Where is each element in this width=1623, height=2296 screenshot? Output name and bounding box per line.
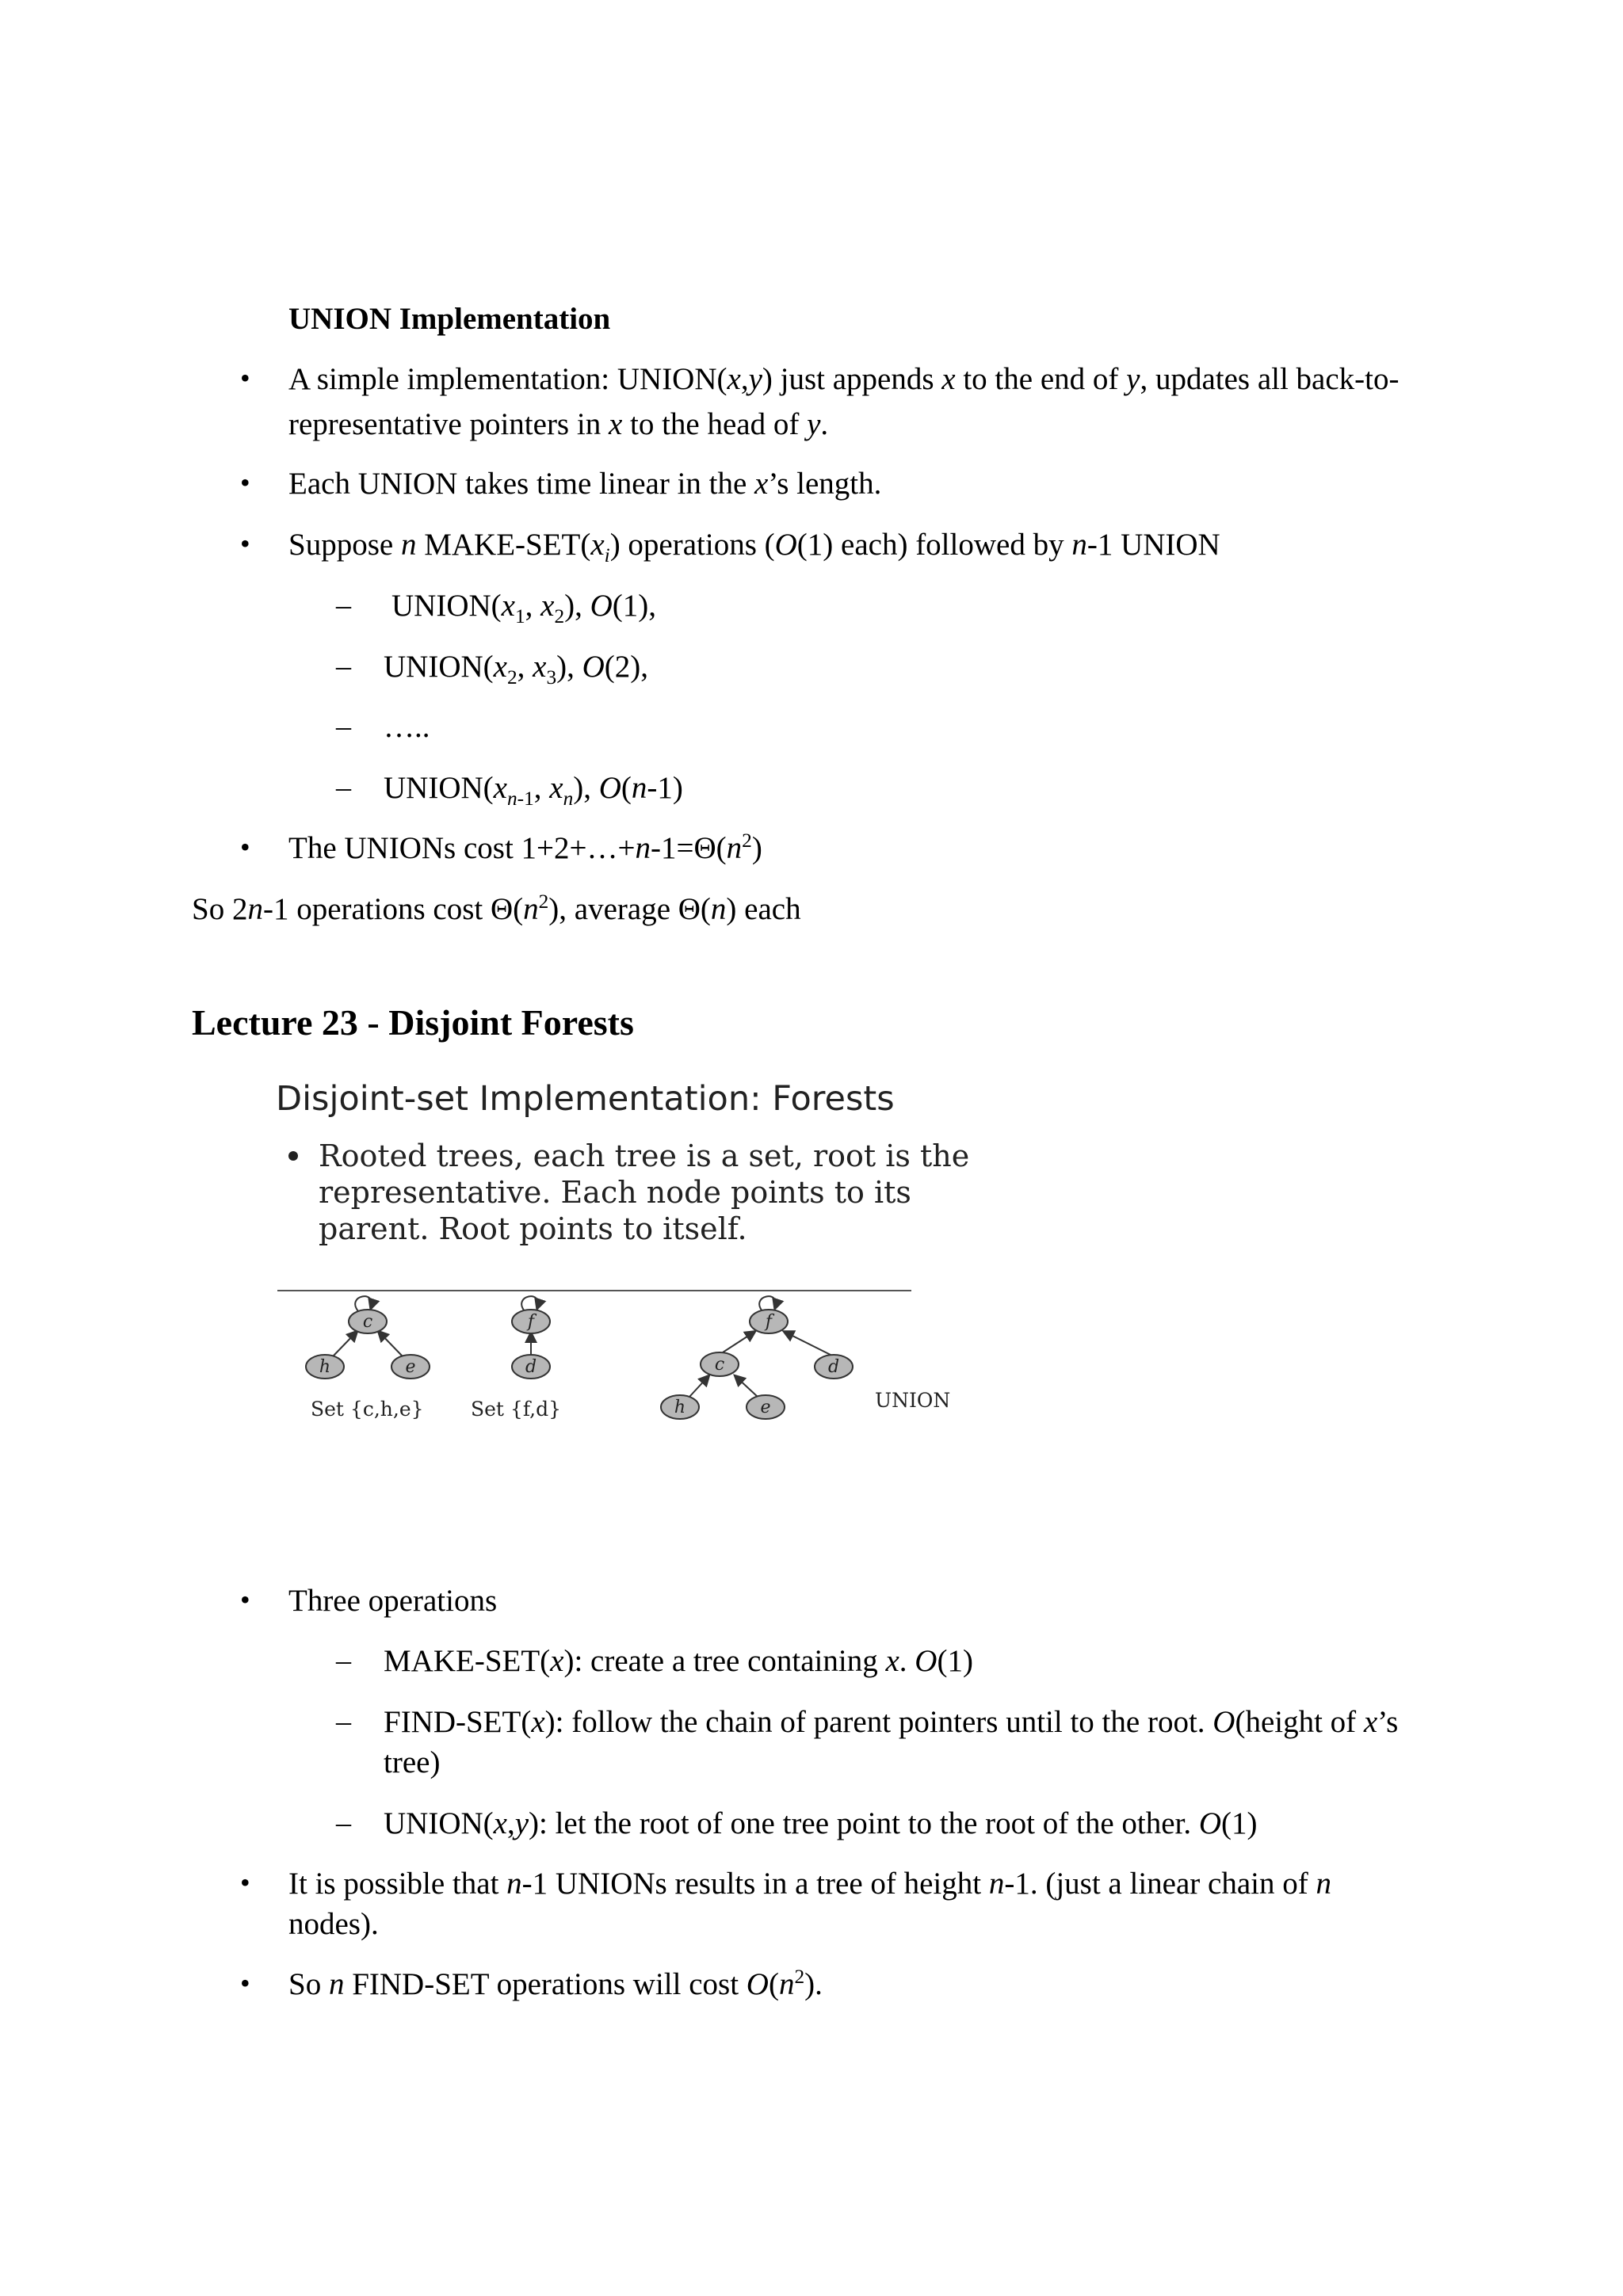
- edge-d-f-union: [785, 1332, 834, 1356]
- dash-marker: –: [336, 1705, 351, 1738]
- node-h-label: h: [319, 1357, 331, 1377]
- bullet-suppose: Suppose n MAKE-$SET(x_i)$ operations (O(1) each) followed by n-1 UNION: [288, 528, 1220, 566]
- edge-h-c: [333, 1332, 357, 1356]
- slide-bullet-line3: parent. Root points to itself.: [319, 1211, 747, 1246]
- node-f-label: f: [527, 1312, 535, 1332]
- dash-union-n: $UNION(x_{n-1}$, $x_n$), O(n-1): [384, 771, 683, 810]
- node-d-union-label: d: [827, 1357, 840, 1377]
- edge-e-c: [379, 1332, 403, 1356]
- forest-slide-figure: [269, 1074, 1030, 1454]
- caption-set-che: Set {c,h,e}: [311, 1398, 424, 1421]
- op-find-set-line2: tree): [384, 1745, 441, 1779]
- node-h-union-label: h: [674, 1398, 686, 1417]
- slide-title: Disjoint-set Implementation: Forests: [276, 1079, 895, 1119]
- bullet-linear-chain-line2: nodes).: [288, 1907, 379, 1941]
- node-d-label: d: [525, 1357, 537, 1377]
- caption-union: UNION: [875, 1389, 951, 1412]
- op-make-set: MAKE-SET(x): create a tree containing x. O(1): [384, 1644, 973, 1678]
- op-union: UNION(x,y): let the root of one tree point to the root of the other. O(1): [384, 1806, 1258, 1840]
- dash-marker: –: [336, 771, 351, 804]
- dash-marker: –: [336, 589, 351, 622]
- node-e-label: e: [405, 1357, 416, 1377]
- node-c-union-label: c: [714, 1355, 725, 1375]
- bullet-marker: •: [240, 1967, 250, 1999]
- caption-set-fd: Set {f,d}: [471, 1398, 562, 1421]
- dash-marker: –: [336, 1806, 351, 1840]
- node-f-union-label: f: [765, 1312, 773, 1332]
- slide-bullet-line2: representative. Each node points to its: [319, 1175, 911, 1210]
- op-find-set: FIND-SET(x): follow the chain of parent pointers until to the root. O(height of x’s: [384, 1705, 1399, 1739]
- bullet-three-operations: Three operations: [288, 1584, 498, 1618]
- dash-marker: –: [336, 650, 351, 683]
- bullet-marker: •: [240, 831, 250, 863]
- bullet-marker: •: [240, 1867, 250, 1898]
- dash-union-2: $UNION(x_2$, $x_3$), O(2),: [384, 650, 649, 688]
- dash-marker: –: [336, 710, 351, 743]
- bullet-each-union: Each UNION takes time linear in the x’s length.: [288, 467, 882, 501]
- dash-ellipsis: …..: [384, 710, 430, 744]
- dash-union-1: $UNION(x_1$, $x_2$), O(1),: [391, 589, 657, 627]
- bullet-marker: •: [240, 528, 250, 559]
- bullet-find-set-cost: So n FIND-SET operations will cost $O(n^2)$.: [288, 1966, 823, 2001]
- lecture-title: Lecture 23 - Disjoint Forests: [192, 1002, 634, 1043]
- bullet-marker: •: [240, 1584, 250, 1615]
- edge-c-f: [723, 1332, 754, 1352]
- bullet-marker: •: [240, 467, 250, 498]
- edge-e-c-union: [735, 1376, 758, 1397]
- node-c-label: c: [362, 1312, 373, 1332]
- bullet-linear-chain: It is possible that n-1 UNIONs results in a tree of height n-1. (just a linear chain of n: [288, 1867, 1331, 1901]
- slide-bullet-dot: [288, 1151, 298, 1161]
- summary-line: So 2n-1 operations cost $\Theta(n^2)$, average Θ(n) each: [192, 891, 801, 926]
- bullet-simple-implementation-line2: representative pointers in x to the head of y.: [288, 407, 829, 441]
- node-e-union-label: e: [760, 1398, 771, 1417]
- bullet-simple-implementation: A simple implementation: UNION(x,y) just appends x to the end of y, updates all back-to-: [288, 362, 1400, 396]
- bullet-unions-cost: The UNIONs cost $1+2+\dots+n-1=\Theta(n^2)$: [288, 830, 762, 865]
- section-heading: UNION Implementation: [288, 302, 611, 336]
- bullet-marker: •: [240, 362, 250, 394]
- slide-bullet-line1: Rooted trees, each tree is a set, root is the: [319, 1138, 970, 1173]
- edge-h-c-union: [689, 1376, 708, 1397]
- dash-marker: –: [336, 1644, 351, 1677]
